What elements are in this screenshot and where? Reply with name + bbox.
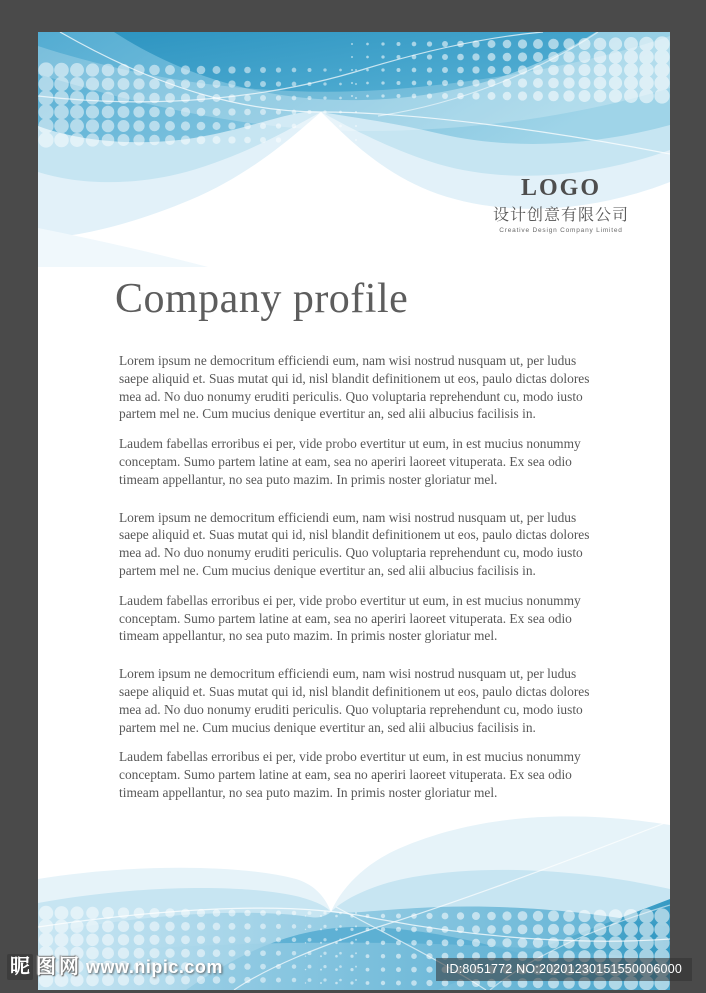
watermark-site-logo: [7, 954, 223, 980]
logo-company-name-cn: 设计创意有限公司: [492, 207, 629, 225]
paragraph-group: [119, 665, 598, 802]
paragraph: Lorem ipsum ne democritum efficiendi eum, nam wisi nostrud nusquam ut, per ludus saepe aliquid et. Suas mutat qui id, nisl blandit definitionem ut eos, paulo dictas dolores mea ad. No duo nonumy eruditi periculis. Quo voluptaria reprehendunt cu, modo iusto partem mel ne. Cum mucius denique evertitur an, sed alii albucius facilisis in.: [119, 509, 590, 578]
top-corner-faint-band: [38, 228, 208, 267]
watermark-char: 图: [36, 956, 56, 978]
company-logo: [438, 176, 684, 234]
logo-company-name-en: Creative Design Company Limited: [499, 227, 623, 235]
watermark-id-label: ID:8051772 NO:20201230151550006000: [436, 958, 692, 981]
paragraph: Laudem fabellas erroribus ei per, vide probo evertitur ut eum, in est mucius nonummy conceptam. Sumo partem latine at eam, sea no aperiri laoreet vituperata. Ex sea odio timeam appellantur, no sea puto mazim. In primis noster gloriatur mel.: [119, 749, 581, 800]
watermark-site-url: www.nipic.com: [86, 956, 223, 977]
paragraph-group: [119, 509, 598, 646]
page-title: Company profile: [115, 276, 409, 322]
paragraph-group: [119, 352, 598, 489]
paragraph: Lorem ipsum ne democritum efficiendi eum, nam wisi nostrud nusquam ut, per ludus saepe aliquid et. Suas mutat qui id, nisl blandit definitionem ut eos, paulo dictas dolores mea ad. No duo nonumy eruditi periculis. Quo voluptaria reprehendunt cu, modo iusto partem mel ne. Cum mucius denique evertitur an, sed alii albucius facilisis in.: [119, 666, 590, 735]
body-text: [119, 352, 598, 822]
paragraph: Laudem fabellas erroribus ei per, vide probo evertitur ut eum, in est mucius nonummy conceptam. Sumo partem latine at eam, sea no aperiri laoreet vituperata. Ex sea odio timeam appellantur, no sea puto mazim. In primis noster gloriatur mel.: [119, 592, 581, 644]
watermark-char: 网: [59, 956, 79, 978]
letterhead-page: [38, 32, 670, 990]
logo-text: LOGO: [520, 175, 601, 201]
paragraph: Lorem ipsum ne democritum efficiendi eum, nam wisi nostrud nusquam ut, per ludus saepe aliquid et. Suas mutat qui id, nisl blandit definitionem ut eos, paulo dictas dolores mea ad. No duo nonumy eruditi periculis. Quo voluptaria reprehendunt cu, modo iusto partem mel ne. Cum mucius denique evertitur an, sed alii albucius facilisis in.: [119, 353, 590, 422]
watermark-char-boxed: 昵: [7, 954, 33, 980]
paragraph: Laudem fabellas erroribus ei per, vide probo evertitur ut eum, in est mucius nonummy conceptam. Sumo partem latine at eam, sea no aperiri laoreet vituperata. Ex sea odio timeam appellantur, no sea puto mazim. In primis noster gloriatur mel.: [119, 436, 581, 487]
